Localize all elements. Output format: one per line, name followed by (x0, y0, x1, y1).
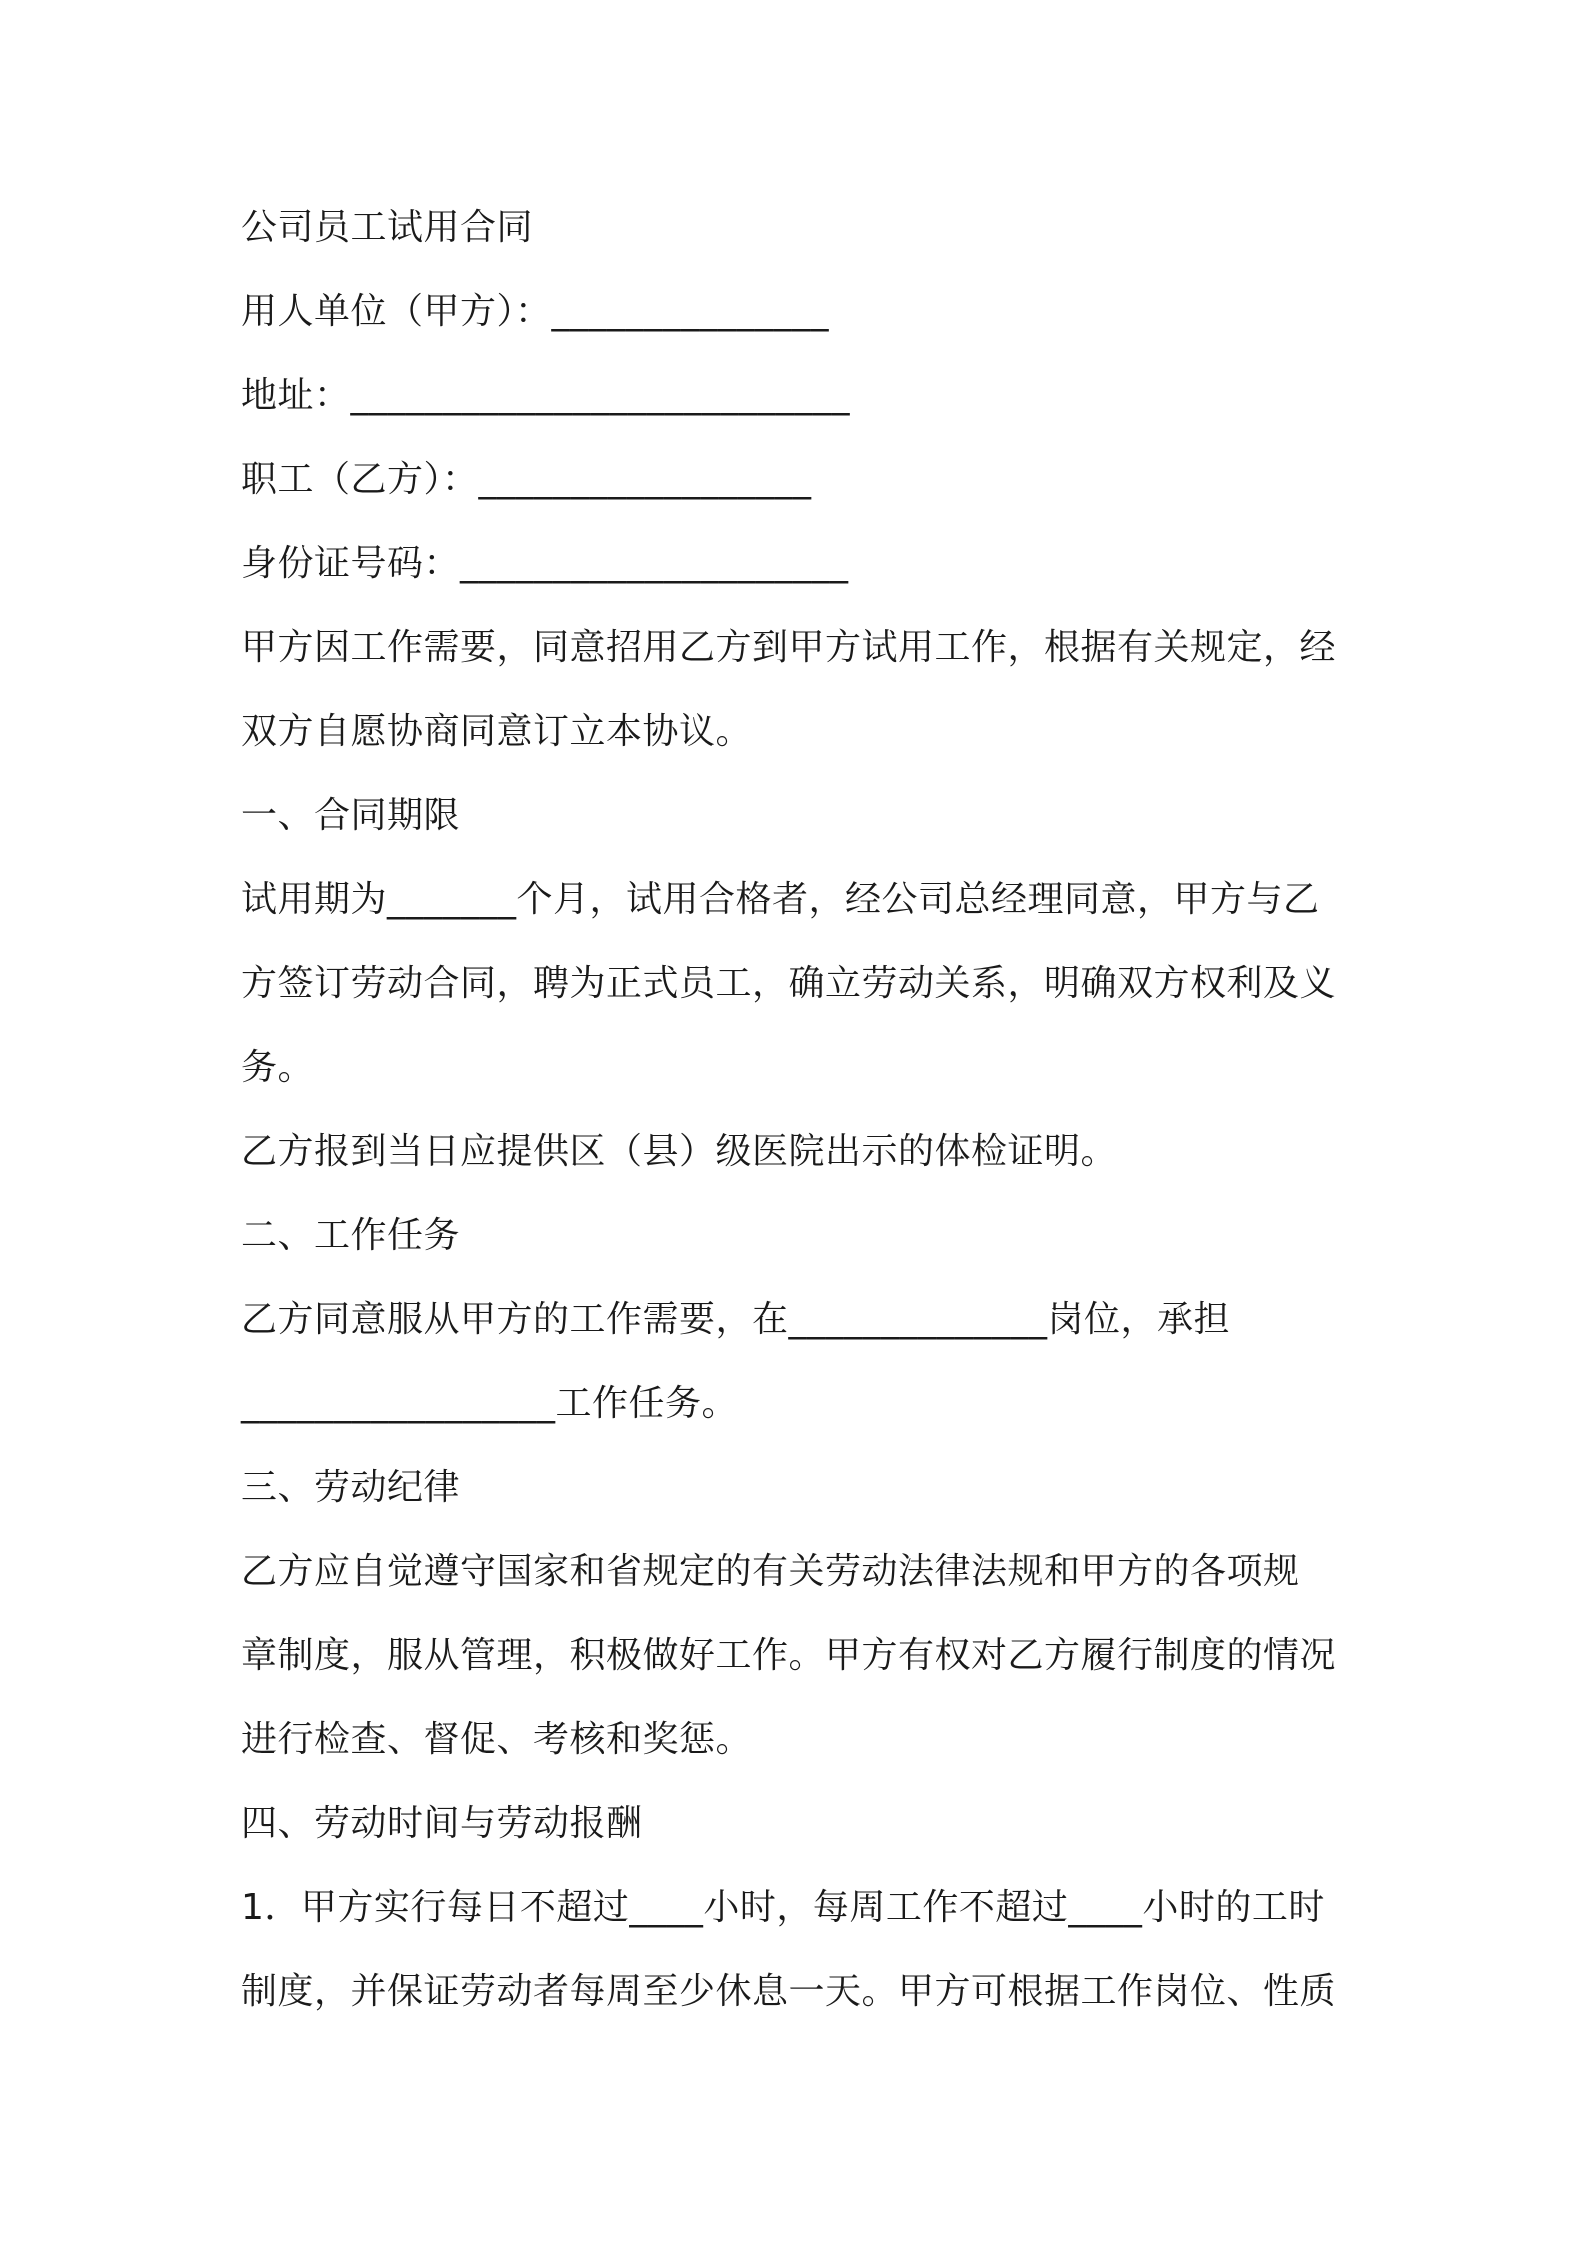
section-1-heading: 一、合同期限 (241, 795, 461, 836)
section-3-line-2: 章制度，服从管理，积极做好工作。甲方有权对乙方履行制度的情况 (241, 1635, 1337, 1676)
section-2-heading: 二、工作任务 (241, 1215, 461, 1256)
section-2-line-1: 乙方同意服从甲方的工作需要，在______________岗位，承担 (241, 1299, 1231, 1340)
section-3-heading: 三、劳动纪律 (241, 1467, 461, 1508)
section-1-paragraph-2: 乙方报到当日应提供区（县）级医院出示的体检证明。 (241, 1131, 1118, 1172)
section-2-line-2: _________________工作任务。 (241, 1383, 739, 1424)
section-1-line-2: 方签订劳动合同，聘为正式员工，确立劳动关系，明确双方权利及义 (241, 963, 1337, 1004)
intro-line-2: 双方自愿协商同意订立本协议。 (241, 711, 753, 752)
section-4-heading: 四、劳动时间与劳动报酬 (241, 1803, 643, 1844)
employer-field: 用人单位（甲方）：_______________ (241, 291, 830, 332)
id-number-field: 身份证号码：_____________________ (241, 543, 849, 584)
section-1-line-1: 试用期为_______个月，试用合格者，经公司总经理同意，甲方与乙 (241, 879, 1320, 920)
section-1-line-3: 务。 (241, 1047, 315, 1088)
section-3-line-3: 进行检查、督促、考核和奖惩。 (241, 1719, 753, 1760)
address-field: 地址：___________________________ (241, 375, 851, 416)
section-4-line-1: 1．甲方实行每日不超过____小时，每周工作不超过____小时的工时 (241, 1887, 1325, 1928)
section-4-line-2: 制度，并保证劳动者每周至少休息一天。甲方可根据工作岗位、性质 (241, 1971, 1337, 2012)
employee-field: 职工（乙方）：__________________ (241, 459, 812, 500)
document-title: 公司员工试用合同 (241, 207, 534, 248)
intro-line-1: 甲方因工作需要，同意招用乙方到甲方试用工作，根据有关规定，经 (241, 627, 1337, 668)
section-3-line-1: 乙方应自觉遵守国家和省规定的有关劳动法律法规和甲方的各项规 (241, 1551, 1300, 1592)
